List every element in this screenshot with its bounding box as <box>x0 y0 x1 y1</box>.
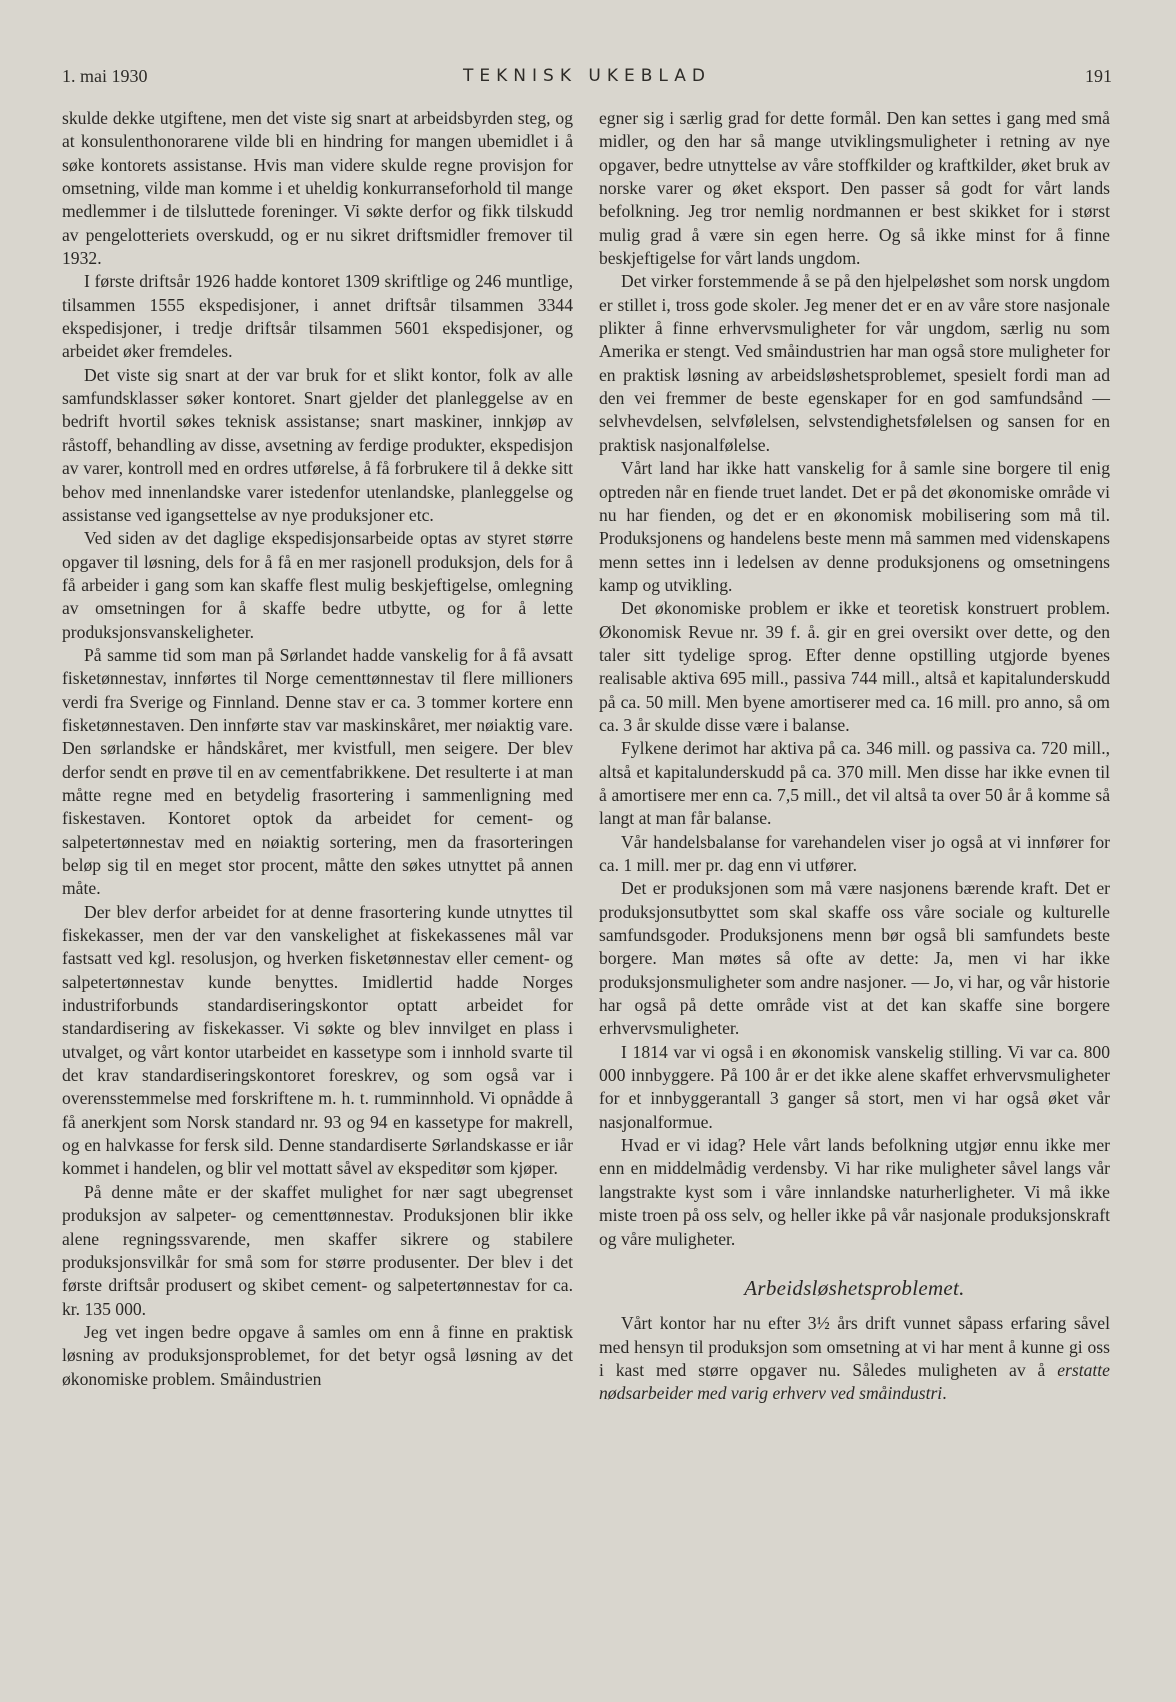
paragraph: Hvad er vi idag? Hele vårt lands befolkning utgjør ennu ikke mer enn en middelmådig verdensby. Vi har rike muligheter såvel langs vår langstrakte kyst som i våre innlandske naturherligheter. Vi må ikke miste troen på oss selv, og heller ikke på vår nasjonale produksjonskraft og våre muligheter. <box>599 1135 1110 1249</box>
paragraph <box>599 1312 1110 1405</box>
paragraph: I første driftsår 1926 hadde kontoret 1309 skriftlige og 246 muntlige, tilsammen 1555 ekspedisjoner, i annet driftsår tilsammen 3344 ekspedisjoner, i tredje driftsår tilsammen 5601 ekspedisjoner, og arbeidet øker fremdeles. <box>62 271 573 362</box>
paragraph-text: . <box>942 1383 947 1404</box>
paragraph: Det er produksjonen som må være nasjonens bærende kraft. Det er produksjonsutbyttet som skal skaffe oss våre sociale og kulturelle samfundsgoder. Produksjonens menn bør også bli samfundets beste borgere. Man møtes så ofte av dette: Ja, men vi har ikke produksjonsmuligheter som andre nasjoner. — Jo, vi har, og vår historie har også på dette område vist at det kan skaffe sine borgere erhvervsmuligheter. <box>599 878 1110 1039</box>
paragraph: Der blev derfor arbeidet for at denne frasortering kunde utnyttes til fiskekasser, men der var den vanskelighet at fiskekassenes mål var fastsatt ved kgl. resolusjon, og hverken fisketønnestav eller cement- og salpetertønnestav kunde benyttes. Imidlertid hadde Norges industriforbunds standardiseringskontor optatt arbeidet for standardisering av fiskekasser. Vi søkte og blev innvilget en plass i utvalget, og vårt kontor utarbeidet en kassetype som i innhold svarte til det krav standardiseringskontoret foreskrev, og som også var i overensstemmelse med forskriftene m. h. t. rumminnhold. Vi opnådde å få anerkjent som Norsk standard nr. 93 og 94 en kassetype for makrell, og en halvkasse for fersk sild. Denne standardiserte Sørlandskasse er iår kommet i handelen, og blir vel mottatt såvel av ekspeditør som kjøper. <box>62 901 573 1179</box>
journal-title: TEKNISK UKEBLAD <box>463 66 711 86</box>
paragraph: Vår handelsbalanse for varehandelen viser jo også at vi innfører for ca. 1 mill. mer pr. dag enn vi utfører. <box>599 831 1110 875</box>
emphasized-text: erstatte nødsarbeider med varig erhverv ved småindustri <box>599 1359 1110 1404</box>
issue-date: 1. mai 1930 <box>62 66 148 86</box>
paragraph-text: Vårt kontor har nu efter 3½ års drift vunnet såpass erfaring såvel med hensyn til produksjon som omsetning at vi har ment å kunne gi oss i kast med større opgaver nu. Således muligheten av å <box>599 1313 1110 1380</box>
paragraph: Fylkene derimot har aktiva på ca. 346 mill. og passiva ca. 720 mill., altså et kapitalunderskudd på ca. 370 mill. Men disse har ikke evnen til å amortisere mer enn ca. 7,5 mill., det vil altså ta over 50 år å komme så langt at man får balanse. <box>599 738 1110 829</box>
page-number: 191 <box>1085 66 1112 86</box>
paragraph: Det viste sig snart at der var bruk for et slikt kontor, folk av alle samfundsklasser søker kontoret. Snart gjelder det planleggelse av en bedrift hvortil søkes teknisk assistanse; snart maskiner, innkjøp av råstoff, behandling av disse, avsetning av ferdige produkter, ekspedisjon av varer, kontroll med en ordres utførelse, å få forbrukere til å dekke sitt behov med innenlandske varer istedenfor utenlandske, planleggelse og assistanse ved igangsettelse av nye produksjoner etc. <box>62 364 573 525</box>
paragraph: På denne måte er der skaffet mulighet for nær sagt ubegrenset produksjon av salpeter- og cementtønnestav. Produksjonen blir ikke alene regningssvarende, men skaffer sikrere og stabilere produksjonsvilkår for små som for større produsenter. Der blev i det første driftsår produsert og skibet cement- og salpetertønnestav for ca. kr. 135 000. <box>62 1181 573 1319</box>
paragraph: egner sig i særlig grad for dette formål. Den kan settes i gang med små midler, og den har så mange utviklingsmuligheter i retning av nye opgaver, bedre utnyttelse av våre stoffkilder og kraftkilder, øket bruk av norske varer og øket eksport. Den passer så godt for vårt lands befolkning. Jeg tror nemlig nordmannen er best skikket for i størst mulig grad å være sin egen herre. Og så ikke minst for å finne beskjeftigelse for vårt lands ungdom. <box>599 108 1110 269</box>
paragraph: Vårt land har ikke hatt vanskelig for å samle sine borgere til enig optreden når en fiende truet landet. Det er på det økonomiske område vi nu har fienden, og det er en økonomisk mobilisering som må til. Produksjonens og handelens beste menn må sammen med videnskapens menn settes inn i ledelsen av denne produksjonens og omsetningens kamp og utvikling. <box>599 458 1110 595</box>
right-column <box>599 107 1110 1406</box>
paragraph: Jeg vet ingen bedre opgave å samles om enn å finne en praktisk løsning av produksjonsproblemet, for det betyr også løsning av det økonomiske problem. Småindustrien <box>62 1321 573 1389</box>
paragraph: Det økonomiske problem er ikke et teoretisk konstruert problem. Økonomisk Revue nr. 39 f. å. gir en grei oversikt over dette, og den taler sitt tydelige sprog. Efter denne opstilling utgjorde byenes realisable aktiva 695 mill., passiva 744 mill., altså et kapitalunderskudd på ca. 50 mill. Men byene amortiserer med ca. 16 mill. pro anno, så om ca. 3 år skulde disse være i balanse. <box>599 598 1110 735</box>
paragraph: Det virker forstemmende å se på den hjelpeløshet som norsk ungdom er stillet i, tross gode skoler. Jeg mener det er en av våre store nasjonale plikter å finne erhvervsmuligheter for vår ungdom, særlig nu som Amerika er stengt. Ved småindustrien har man også store muligheter for en praktisk løsning av arbeidsløshetsproblemet, spesielt fordi man ad den vei fremmer de beste egenskaper for en god samfundsånd — selvhevdelsen, selvfølelsen, selvstendighetsfølelsen og sansen for en praktisk nasjonalfølelse. <box>599 271 1110 455</box>
left-column <box>62 107 573 1391</box>
paragraph: Ved siden av det daglige ekspedisjonsarbeide optas av styret større opgaver til løsning, dels for å få en mer rasjonell produksjon, dels for å få arbeider i gang som kan skaffe flest mulig beskjeftigelse, omlegning av omsetningen for å skaffe bedre utbytte, og for å lette produksjonsvanskeligheter. <box>62 528 573 642</box>
paragraph: skulde dekke utgiftene, men det viste sig snart at arbeidsbyrden steg, og at konsulenthonorarene vilde bli en hindring for mangen ubemidlet i å søke kontorets assistanse. Hvis man videre skulde regne provisjon for omsetning, vilde man komme i et uheldig konkurranseforhold til mange medlemmer i de tilsluttede foreninger. Vi søkte derfor og fikk tilskudd av pengelotteriets overskudd, og er nu sikret driftsmidler fremover til 1932. <box>62 108 573 269</box>
paragraph: På samme tid som man på Sørlandet hadde vanskelig for å få avsatt fisketønnestav, innførtes til Norge cementtønnestav til flere millioners verdi fra Sverige og Finnland. Denne stav er ca. 3 tommer kortere enn fisketønnestaven. Den innførte stav var maskinskåret, mer nøiaktig vare. Den sørlandske er håndskåret, mer kvistfull, men seigere. Der blev derfor sendt en prøve til en av cementfabrikkene. Det resulterte i at man måtte regne med en betydelig frasortering i sammenligning med fiskestaven. Kontoret optok da arbeidet for cement- og salpetertønnestav med en nøiaktig sortering, men da frasorteringen beløp sig til en meget stor procent, måtte den søkes utnyttet på annen måte. <box>62 644 573 899</box>
paragraph: I 1814 var vi også i en økonomisk vanskelig stilling. Vi var ca. 800 000 innbyggere. På 100 år er det ikke alene skaffet erhvervsmuligheter for et innbyggerantall 3 ganger så stort, men vi har også øket vår nasjonalformue. <box>599 1041 1110 1132</box>
section-heading: Arbeidsløshetsproblemet. <box>744 1275 965 1300</box>
running-header <box>62 66 1112 92</box>
